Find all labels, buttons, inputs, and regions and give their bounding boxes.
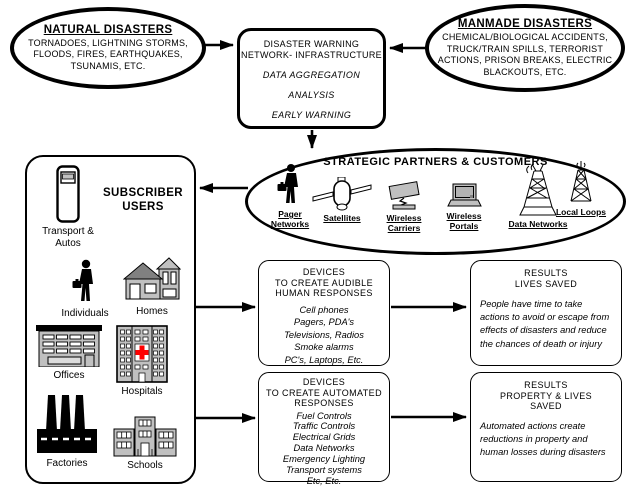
network-function: EARLY WARNING [271, 110, 352, 120]
antenna-tower-icon [565, 161, 597, 205]
user-label: Hospitals [121, 386, 163, 397]
device-item: Emergency Lighting [282, 454, 366, 465]
device-item: Electrical Grids [292, 432, 356, 443]
device-item: Televisions, Radios [284, 329, 364, 340]
user-factories [31, 391, 103, 470]
house-icon [123, 255, 181, 303]
device-item: Traffic Controls [292, 421, 356, 432]
box-title: RESULTS [524, 268, 568, 278]
partner-label: Data Networks [508, 219, 568, 229]
devices-audible-node [258, 260, 390, 366]
strategic-partners-title: STRATEGIC PARTNERS & CUSTOMERS [323, 156, 548, 168]
user-transport [37, 165, 99, 249]
manmade-disasters-list: CHEMICAL/BIOLOGICAL ACCIDENTS, TRUCK/TRAIN SPILLS, TERRORIST ACTIONS, PRISON BREAKS, ELECTRIC BLACKOUTS, ETC. [437, 32, 613, 77]
strategic-partners-node [245, 148, 626, 255]
box-title: TO CREATE AUDIBLE [275, 277, 373, 288]
box-title: LIVES SAVED [514, 278, 578, 289]
results-description: People have time to take actions to avoid or escape from effects of disasters and reduce the chances of death or injury [480, 299, 610, 349]
subscriber-users-title: SUBSCRIBER USERS [102, 187, 184, 213]
user-schools [109, 415, 181, 472]
results-property-node [470, 372, 622, 482]
natural-disasters-title: NATURAL DISASTERS [43, 23, 173, 36]
network-title-line2: NETWORK- INFRASTRUCTURE [241, 49, 382, 60]
laptop-icon [445, 183, 483, 209]
person-icon [72, 259, 98, 305]
box-title: DEVICES [302, 377, 346, 387]
partner-label: Local Loops [555, 207, 607, 217]
box-title: TO CREATE AUTOMATED [266, 387, 382, 398]
box-title: RESULTS [524, 380, 568, 390]
warning-network-node [237, 28, 386, 129]
devices-automated-node [258, 372, 390, 486]
device-item: Smoke alarms [294, 342, 354, 353]
partner-local-loops [550, 161, 612, 217]
user-label: Offices [53, 370, 85, 381]
user-homes [109, 255, 195, 318]
person-briefcase-icon [277, 163, 303, 207]
device-item: Data Networks [293, 443, 355, 454]
natural-disasters-node [10, 7, 206, 89]
user-label: Factories [46, 458, 88, 469]
satellite-icon [312, 177, 372, 211]
desktop-computer-icon [386, 181, 422, 211]
user-offices [31, 325, 107, 382]
user-label: Individuals [61, 308, 109, 319]
box-title: PROPERTY & LIVES [499, 390, 593, 401]
user-label: Homes [136, 306, 168, 317]
device-item: Fuel Controls [296, 410, 352, 421]
box-title: SAVED [530, 401, 562, 411]
device-item: Pagers, PDA's [293, 317, 355, 328]
user-hospitals [111, 325, 173, 398]
natural-disasters-list: TORNADOES, LIGHTNING STORMS, FLOODS, FIRES, EARTHQUAKES, TSUNAMIS, ETC. [28, 37, 188, 71]
network-title-line1: DISASTER WARNING [263, 39, 360, 49]
user-label: Schools [127, 460, 163, 471]
device-item: Etc, Etc. [306, 475, 342, 486]
office-building-icon [36, 325, 102, 367]
results-lives-node [470, 260, 622, 366]
school-icon [113, 415, 177, 457]
hospital-icon [116, 325, 168, 383]
network-function: ANALYSIS [288, 90, 335, 100]
box-title: RESPONSES [294, 398, 354, 408]
manmade-disasters-node [425, 4, 625, 92]
results-description: Automated actions create reductions in property and human losses during disasters [480, 420, 606, 457]
partner-label: Satellites [323, 213, 361, 223]
partner-wireless-carriers [376, 181, 432, 233]
device-item: Cell phones [299, 304, 349, 315]
device-item: PC's, Laptops, Etc. [284, 354, 364, 365]
partner-label: Pager Networks [270, 209, 310, 229]
box-title: HUMAN RESPONSES [275, 288, 373, 298]
network-function: DATA AGGREGATION [262, 70, 361, 80]
subscriber-users-node [25, 155, 196, 484]
user-label: Transport & Autos [42, 226, 94, 249]
box-title: DEVICES [302, 267, 346, 277]
partner-label: Wireless Portals [446, 211, 482, 231]
device-item: Transport systems [286, 465, 362, 476]
partner-wireless-portals [436, 183, 492, 231]
partner-label: Wireless Carriers [386, 213, 422, 233]
truck-icon [56, 165, 80, 223]
manmade-disasters-title: MANMADE DISASTERS [457, 18, 593, 30]
partner-satellites [310, 177, 374, 223]
factory-icon [35, 391, 99, 455]
